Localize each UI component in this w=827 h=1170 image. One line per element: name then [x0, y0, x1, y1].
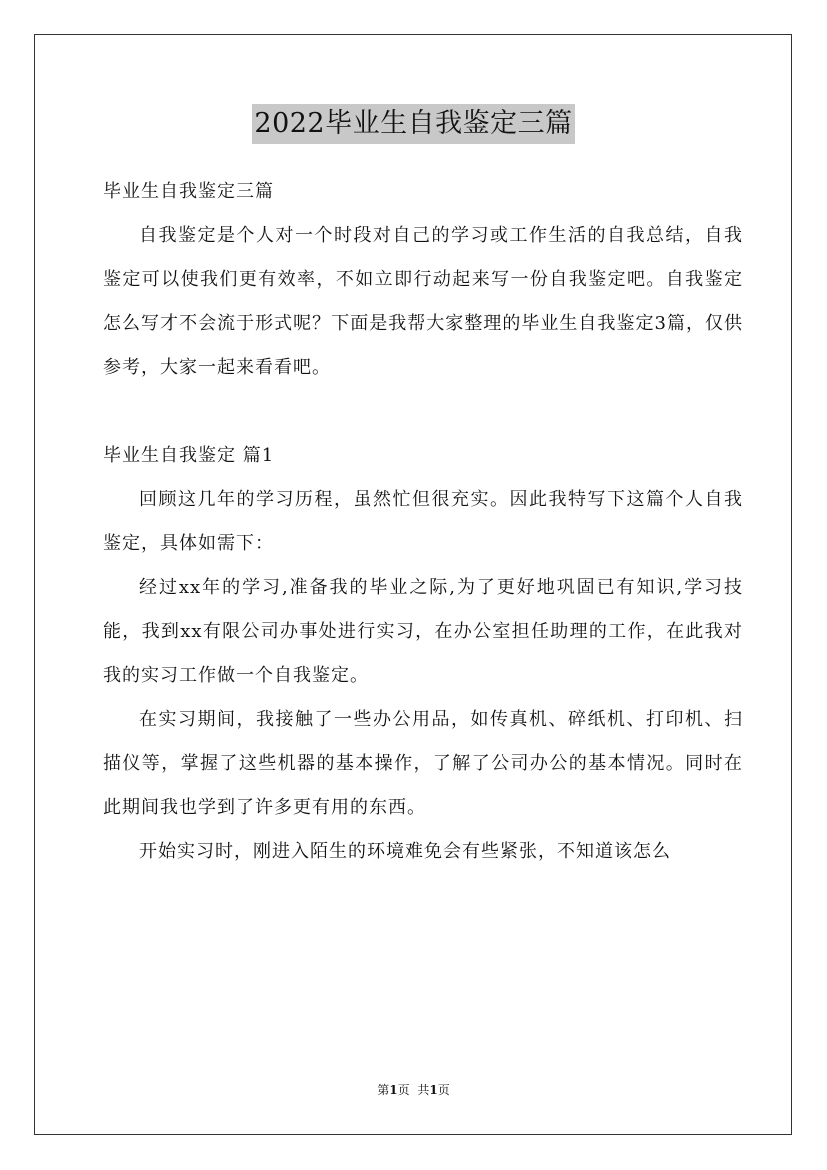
section-heading: 毕业生自我鉴定 篇1 — [103, 445, 275, 466]
document-title-text: 2022毕业生自我鉴定三篇 — [252, 104, 574, 144]
document-body — [103, 170, 743, 874]
page-prefix: 第 — [377, 1083, 390, 1097]
paragraph: 开始实习时，刚进入陌生的环境难免会有些紧张，不知道该怎么 — [139, 841, 671, 862]
total-prefix: 共 — [417, 1083, 430, 1097]
paragraph: 经过xx年的学习,准备我的毕业之际,为了更好地巩固已有知识,学习技能，我到xx有限公司办事处进行实习，在办公室担任助理的工作，在此我对我的实习工作做一个自我鉴定。 — [103, 577, 743, 686]
document-title — [0, 102, 827, 144]
page-footer — [0, 1082, 827, 1098]
page-suffix: 页 — [397, 1083, 410, 1097]
intro-heading: 毕业生自我鉴定三篇 — [103, 181, 274, 202]
intro-paragraph: 自我鉴定是个人对一个时段对自己的学习或工作生活的自我总结，自我鉴定可以使我们更有效率，不如立即行动起来写一份自我鉴定吧。自我鉴定怎么写才不会流于形式呢？下面是我帮大家整理的毕业生自我鉴定3篇，仅供参考，大家一起来看看吧。 — [103, 225, 743, 378]
total-suffix: 页 — [437, 1083, 450, 1097]
page-current: 1 — [389, 1083, 398, 1097]
paragraph: 回顾这几年的学习历程，虽然忙但很充实。因此我特写下这篇个人自我鉴定，具体如需下： — [103, 489, 743, 554]
page-total: 1 — [429, 1083, 438, 1097]
paragraph: 在实习期间，我接触了一些办公用品，如传真机、碎纸机、打印机、扫描仪等，掌握了这些机器的基本操作，了解了公司办公的基本情况。同时在此期间我也学到了许多更有用的东西。 — [103, 709, 743, 818]
